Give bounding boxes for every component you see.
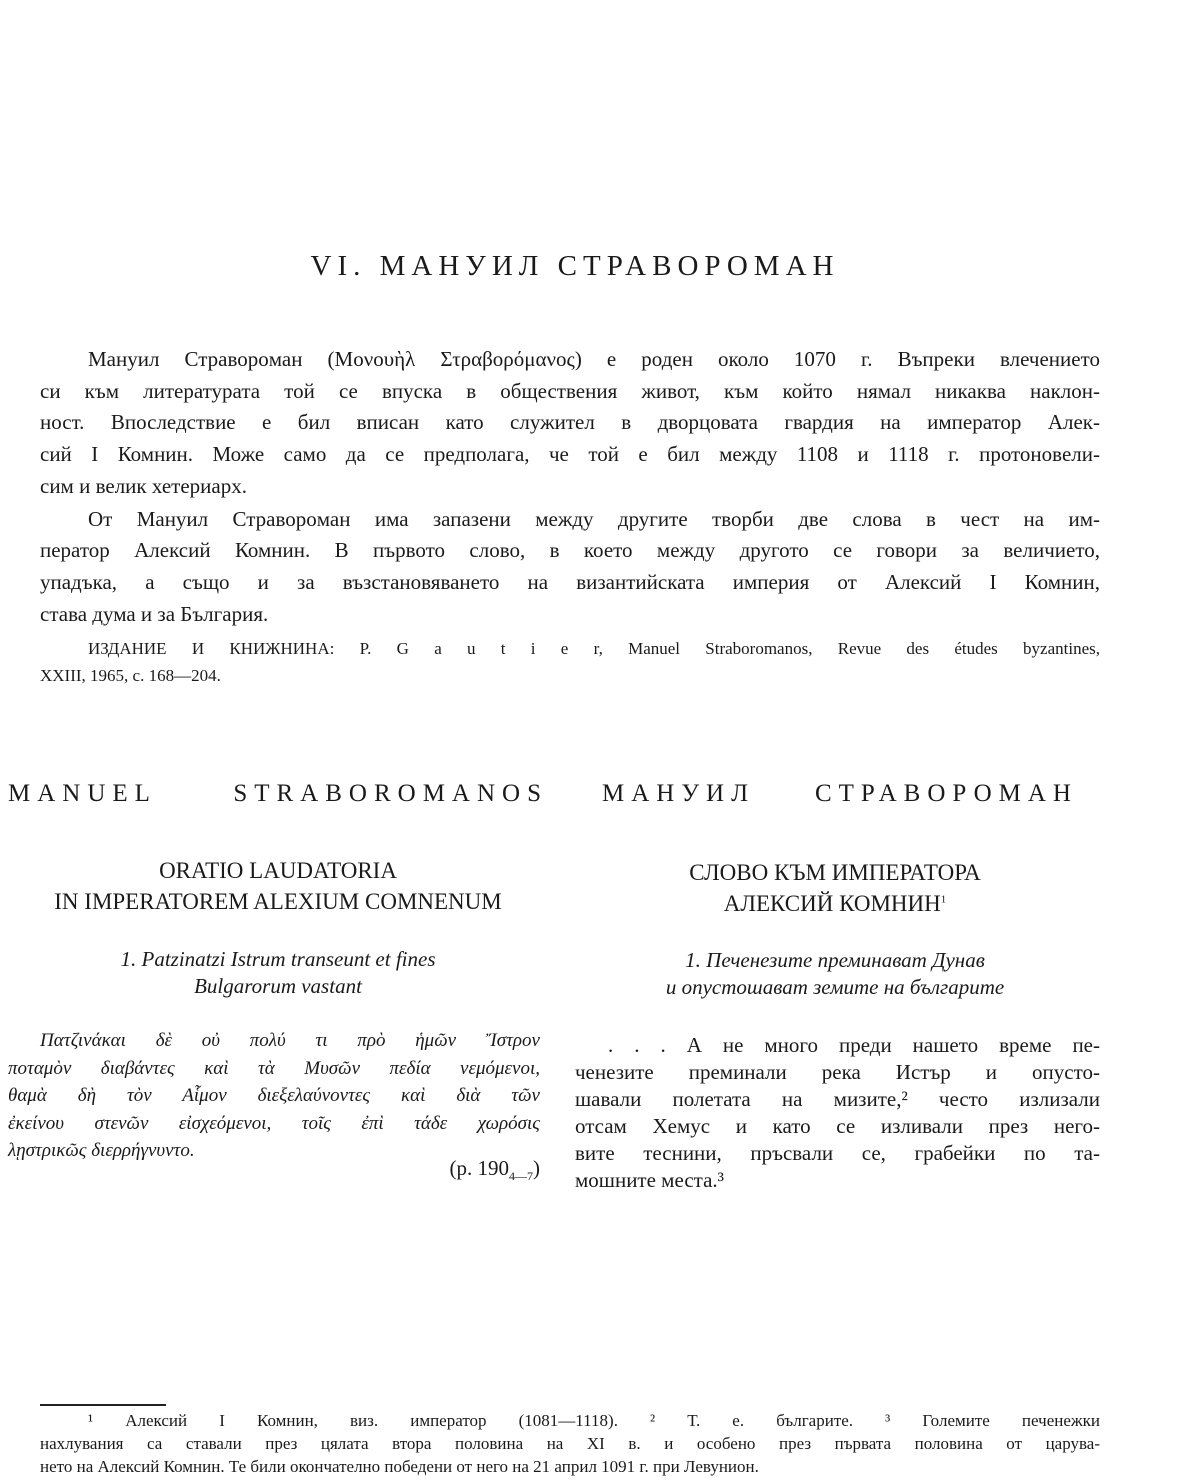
text-line: сий I Комнин. Може само да се предполага, че той е бил между 1108 и 1118 г. протоновели- [40, 442, 1100, 466]
text-line: θαμὰ δὴ τὸν Αἷμον διεξελαύνοντες καὶ διὰ τῶν [8, 1085, 540, 1106]
text-line: си към литературата той се впуска в обществения живот, към който нямал никаква наклон- [40, 379, 1100, 403]
page-reference-text: (p. 190 [449, 1156, 509, 1180]
footnote-rule [40, 1404, 166, 1406]
text-line: шавали полетата на мизите,² често излизали [575, 1087, 1100, 1111]
text-line: ποταμὸν διαβάντες καὶ τὰ Μυσῶν πεδία νεμόμενοι, [8, 1058, 540, 1079]
latin-title-line: ORATIO LAUDATORIA [159, 858, 397, 883]
footnote-marker: 1 [940, 893, 947, 906]
right-column-heading: МАНУИЛ СТРАВОРОМАН [602, 780, 1078, 807]
text-line: ченезите преминали река Истър и опусто- [575, 1060, 1100, 1084]
text-line: Πατζινάκαι δὲ οὐ πολύ τι πρὸ ἡμῶν Ἴστρον [40, 1030, 540, 1051]
text-line: От Мануил Страворoман има запазени между другите творби две слова в чест на им- [88, 507, 1100, 531]
bulgarian-title-line [570, 891, 1100, 917]
text-line: става дума и за България. [40, 602, 269, 626]
page-reference-lines: 4—7 [509, 1169, 533, 1184]
text-line: ператор Алексий Комнин. В първото слово, в което между другото се говори за величието, [40, 538, 1100, 562]
bulgarian-title-text: АЛЕКСИЙ КОМНИН [723, 891, 941, 916]
footnote-line: нето на Алексий Комнин. Те били окончателно победени от него на 21 април 1091 г. при Левунион. [40, 1457, 759, 1476]
footnote-line: ¹ Алексий I Комнин, виз. император (1081—1118). ² Т. е. българите. ³ Големите печенежки [88, 1411, 1100, 1430]
text-line: ἐκείνου στενῶν εἰσχεόμενοι, τοῖς ἐπὶ τάδε χωρόσις [8, 1113, 540, 1134]
bulgarian-subtitle-line: 1. Печенезите преминават Дунав [685, 948, 985, 972]
text-line: сим и велик хетериарх. [40, 474, 247, 498]
latin-subtitle-line: 1. Patzinatzi Istrum transeunt et fines [120, 947, 436, 971]
bulgarian-subtitle-line: и опустошават земите на българите [665, 975, 1005, 999]
text-line: λῃστρικῶς διερρήγνυντο. [8, 1140, 195, 1161]
text-line: отсам Хемус и като се изливали през него- [575, 1114, 1100, 1138]
latin-title-line: IN IMPERATOREM ALEXIUM COMNENUM [54, 889, 502, 914]
left-column-heading: MANUEL STRABOROMANOS [8, 780, 548, 807]
bulgarian-title-line: СЛОВО КЪМ ИМПЕРАТОРА [689, 860, 981, 885]
text-line: . . . А не много преди нашето време пе- [608, 1033, 1100, 1057]
text-line: вите теснини, пръсвали се, грабейки по та- [575, 1141, 1100, 1165]
text-line: мошните места.³ [575, 1168, 724, 1192]
footnote-line: нахлувания са ставали през цялата втора половина на XI в. и особено през първата половина от царува- [40, 1434, 1100, 1453]
text-line: ИЗДАНИЕ И КНИЖНИНА: P. G a u t i e r, Manuel Straboromanos, Revue des études byzantines, [88, 639, 1100, 658]
text-line: Мануил Страворoман (Μονουὴλ Στραβορόμανος) е роден около 1070 г. Въпреки влечението [88, 347, 1100, 371]
page-reference [450, 1156, 541, 1184]
text-line: упадъка, а също и за възстановяването на византийската империя от Алексий I Комнин, [40, 570, 1100, 594]
chapter-title: VI. МАНУИЛ СТРАВОРОМАН [310, 250, 840, 282]
page-reference-close: ) [533, 1156, 540, 1180]
latin-subtitle-line: Bulgarorum vastant [194, 974, 362, 998]
text-line: ност. Впоследствие е бил вписан като служител в дворцовата гвардия на император Алек- [40, 410, 1100, 434]
text-line: XXIII, 1965, с. 168—204. [40, 666, 221, 685]
